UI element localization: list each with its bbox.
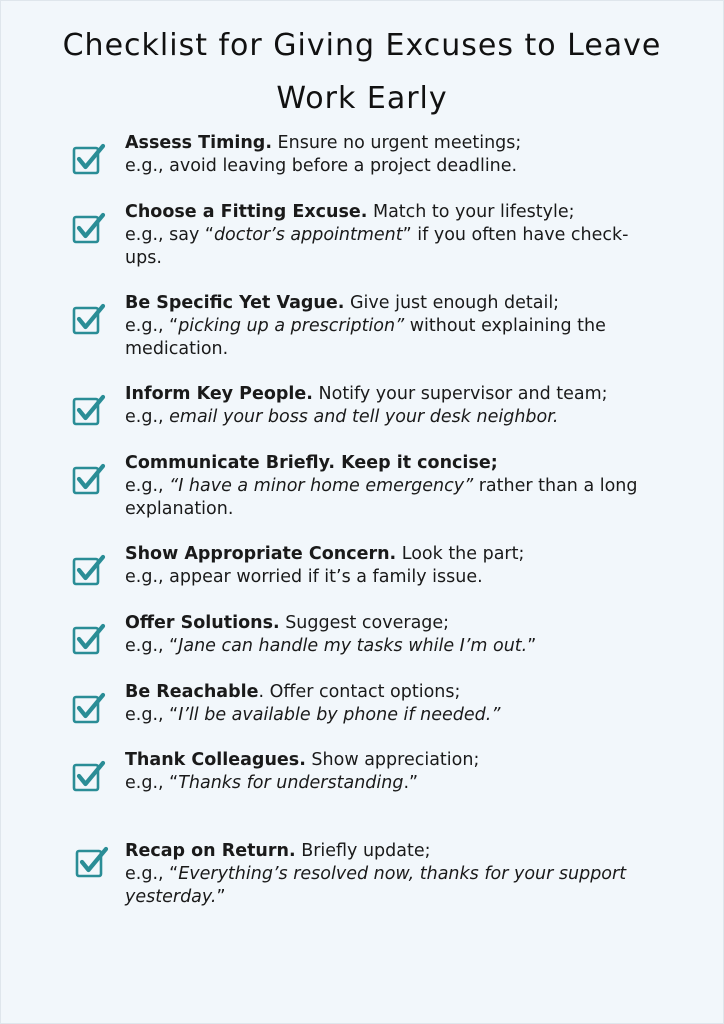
item-summary: Suggest coverage; bbox=[279, 613, 450, 633]
item-summary: Ensure no urgent meetings; bbox=[271, 133, 522, 153]
item-example-quote: picking up a prescription” bbox=[178, 316, 405, 336]
item-example-suffix: ” if you often have check- bbox=[402, 225, 629, 245]
item-example-suffix: rather than a long bbox=[473, 476, 638, 496]
item-heading: Choose a Fitting Excuse. bbox=[125, 202, 368, 222]
checked-box-icon bbox=[71, 553, 107, 589]
item-text bbox=[125, 681, 673, 727]
item-text bbox=[125, 749, 673, 795]
item-example-suffix: .” bbox=[403, 773, 419, 793]
item-heading: Thank Colleagues. bbox=[125, 750, 306, 770]
item-example-quote: “I have a minor home emergency” bbox=[169, 476, 474, 496]
item-example: e.g., avoid leaving before a project deadline. bbox=[125, 156, 518, 176]
item-example-quote: Everything’s resolved now, thanks for your support bbox=[178, 864, 627, 884]
checked-box-icon bbox=[71, 393, 107, 429]
item-summary: Notify your supervisor and team; bbox=[312, 384, 608, 404]
item-heading: Communicate Briefly. Keep it concise; bbox=[125, 453, 498, 473]
item-heading: Show Appropriate Concern. bbox=[125, 544, 397, 564]
item-example-continued: medication. bbox=[125, 339, 229, 359]
item-example-continued: ups. bbox=[125, 248, 162, 268]
item-text bbox=[125, 383, 673, 429]
item-example-prefix: e.g., “ bbox=[125, 705, 179, 725]
item-summary: Briefly update; bbox=[295, 841, 431, 861]
item-example-suffix: without explaining the bbox=[404, 316, 606, 336]
item-heading: Assess Timing. bbox=[125, 133, 272, 153]
item-heading: Be Reachable bbox=[125, 682, 259, 702]
checked-box-icon bbox=[71, 142, 107, 178]
item-summary: Look the part; bbox=[396, 544, 525, 564]
item-example-quote: doctor’s appointment bbox=[213, 225, 403, 245]
item-example-quote: Jane can handle my tasks while I’m out. bbox=[178, 636, 528, 656]
item-heading: Inform Key People. bbox=[125, 384, 313, 404]
item-example-prefix: e.g., “ bbox=[125, 864, 179, 884]
item-example-continued: explanation. bbox=[125, 499, 234, 519]
title-line-2: Work Early bbox=[276, 81, 448, 116]
item-example-prefix: e.g., say “ bbox=[125, 225, 214, 245]
item-text bbox=[125, 840, 673, 909]
item-heading: Recap on Return. bbox=[125, 841, 296, 861]
page-title bbox=[31, 19, 693, 125]
item-example-quote: I’ll be available by phone if needed.” bbox=[178, 705, 501, 725]
item-heading: Be Specific Yet Vague. bbox=[125, 293, 345, 313]
item-example: e.g., appear worried if it’s a family issue. bbox=[125, 567, 483, 587]
item-example-quote: Thanks for understanding bbox=[178, 773, 404, 793]
item-example-prefix: e.g., bbox=[125, 476, 170, 496]
item-text bbox=[125, 612, 673, 658]
item-text bbox=[125, 452, 673, 521]
checked-box-icon bbox=[71, 302, 107, 338]
checked-box-icon bbox=[71, 211, 107, 247]
item-summary: . Offer contact options; bbox=[258, 682, 461, 702]
item-text bbox=[125, 201, 673, 270]
item-heading: Offer Solutions. bbox=[125, 613, 280, 633]
item-example-suffix: ” bbox=[216, 887, 226, 907]
item-text bbox=[125, 292, 673, 361]
item-example-prefix: e.g., “ bbox=[125, 316, 179, 336]
item-example-quote-continued: yesterday. bbox=[125, 887, 217, 907]
checked-box-icon bbox=[71, 462, 107, 498]
item-text bbox=[125, 132, 673, 178]
checked-box-icon bbox=[71, 691, 107, 727]
item-example-prefix: e.g., “ bbox=[125, 773, 179, 793]
title-line-1: Checklist for Giving Excuses to Leave bbox=[62, 28, 662, 63]
item-example-quote: email your boss and tell your desk neighbor. bbox=[169, 407, 559, 427]
item-text bbox=[125, 543, 673, 589]
item-summary: Show appreciation; bbox=[305, 750, 480, 770]
item-summary: Match to your lifestyle; bbox=[367, 202, 575, 222]
item-example-prefix: e.g., bbox=[125, 407, 170, 427]
checked-box-icon bbox=[71, 759, 107, 795]
item-example-prefix: e.g., “ bbox=[125, 636, 179, 656]
item-summary: Give just enough detail; bbox=[344, 293, 560, 313]
item-example-suffix: ” bbox=[527, 636, 537, 656]
checked-box-icon bbox=[71, 622, 107, 658]
checked-box-icon bbox=[74, 845, 110, 881]
